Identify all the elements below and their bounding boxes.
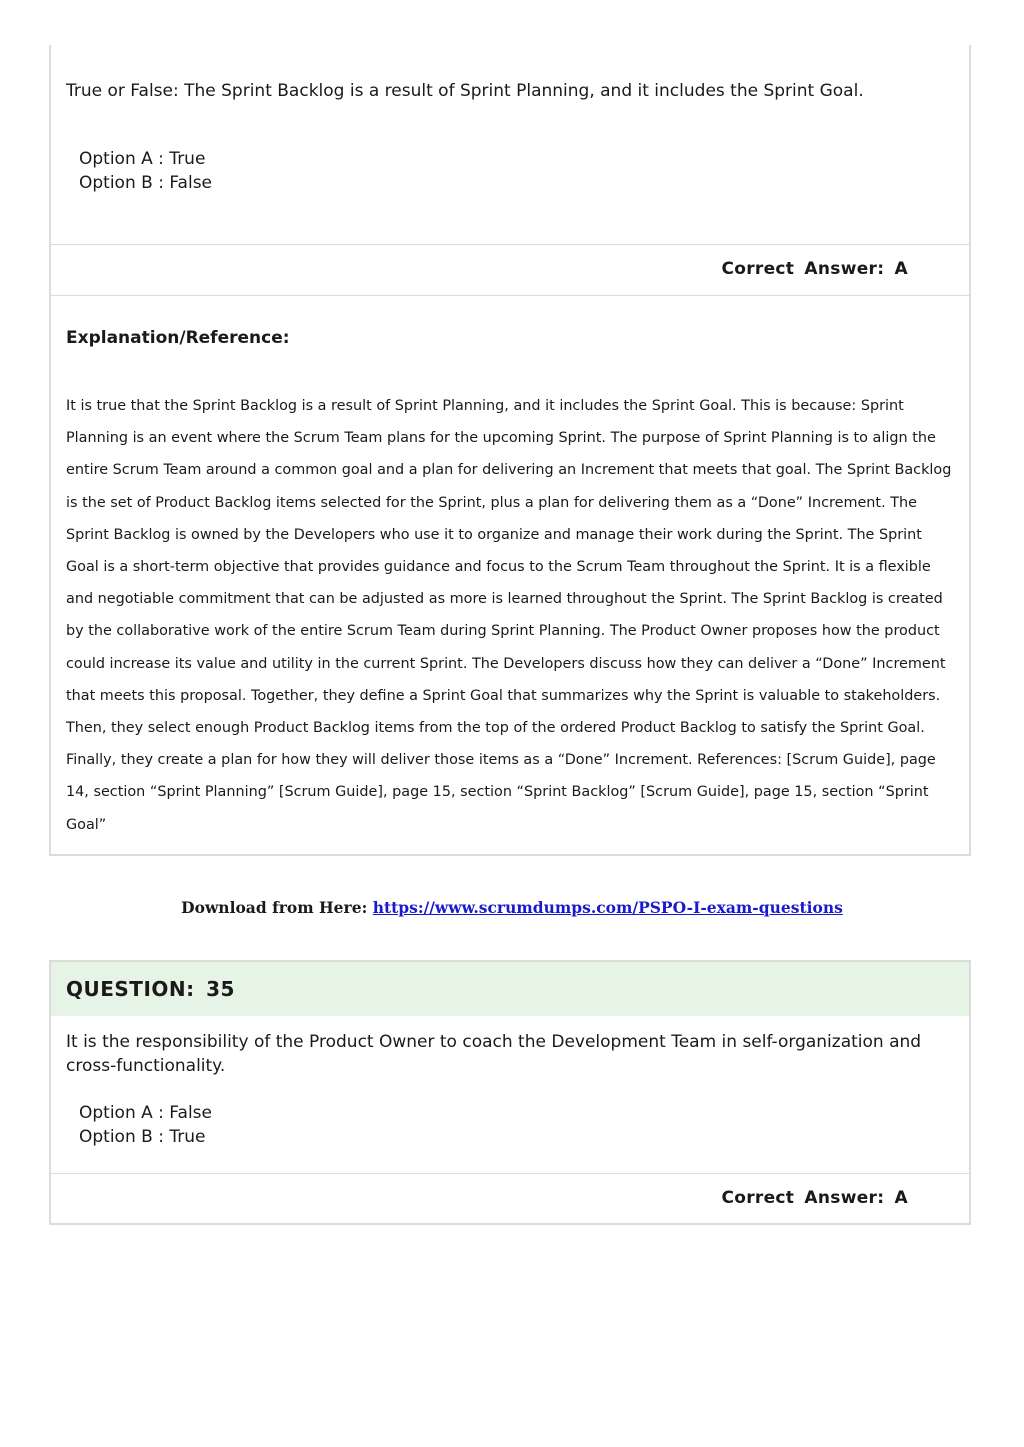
divider [51, 244, 969, 245]
question-34-text: True or False: The Sprint Backlog is a result of Sprint Planning, and it includes the Sprint Goal. [66, 81, 864, 101]
question-35-card [49, 960, 971, 1225]
option-b: Option B : False [79, 173, 213, 193]
download-line [0, 898, 1024, 917]
explanation-title: Explanation/Reference: [66, 328, 290, 348]
question-35-text: It is the responsibility of the Product Owner to coach the Development Team in self-organization and cross-functionality. [66, 1032, 922, 1076]
divider [51, 295, 969, 296]
question-header [51, 962, 969, 1016]
option-a: Option A : False [79, 1103, 212, 1123]
question-35-options [79, 1101, 212, 1149]
question-34-options [79, 147, 212, 195]
option-b: Option B : True [79, 1127, 206, 1147]
explanation-text: It is true that the Sprint Backlog is a result of Sprint Planning, and it includes the Sprint Goal. This is because: Sprint Planning is an event where the Scrum Team plans for the upcoming Sprint. The purpose of Sprint Planning is to align the entire Scrum Team around a common goal and a plan for delivering an Increment that meets that goal. The Sprint Backlog is the set of Product Backlog items selected for the Sprint, plus a plan for delivering them as a “Done” Increment. The Sprint Backlog is owned by the Developers who use it to organize and manage their work during the Sprint. The Sprint Goal is a short-term objective that provides guidance and focus to the Scrum Team throughout the Sprint. It is a flexible and negotiable commitment that can be adjusted as more is learned throughout the Sprint. The Sprint Backlog is created by the collaborative work of the entire Scrum Team during Sprint Planning. The Product Owner proposes how the product could increase its value and utility in the current Sprint. The Developers discuss how they can deliver a “Done” Increment that meets this proposal. Together, they define a Sprint Goal that summarizes why the Sprint is valuable to stakeholders. Then, they select enough Product Backlog items from the top of the ordered Product Backlog to satisfy the Sprint Goal. Finally, they create a plan for how they will deliver those items as a “Done” Increment. References: [Scrum Guide], page 14, section “Sprint Planning” [Scrum Guide], page 15, section “Sprint Backlog” [Scrum Guide], page 15, section “Sprint Goal” [66, 398, 952, 833]
option-a: Option A : True [79, 149, 206, 169]
download-label: Download from Here: [181, 898, 368, 917]
correct-answer: Correct Answer: A [721, 1188, 908, 1208]
correct-answer: Correct Answer: A [721, 259, 908, 279]
divider [51, 1173, 969, 1174]
download-link[interactable]: https://www.scrumdumps.com/PSPO-I-exam-questions [372, 898, 843, 917]
question-title: QUESTION: 35 [66, 977, 235, 1001]
question-34-card [49, 45, 971, 856]
